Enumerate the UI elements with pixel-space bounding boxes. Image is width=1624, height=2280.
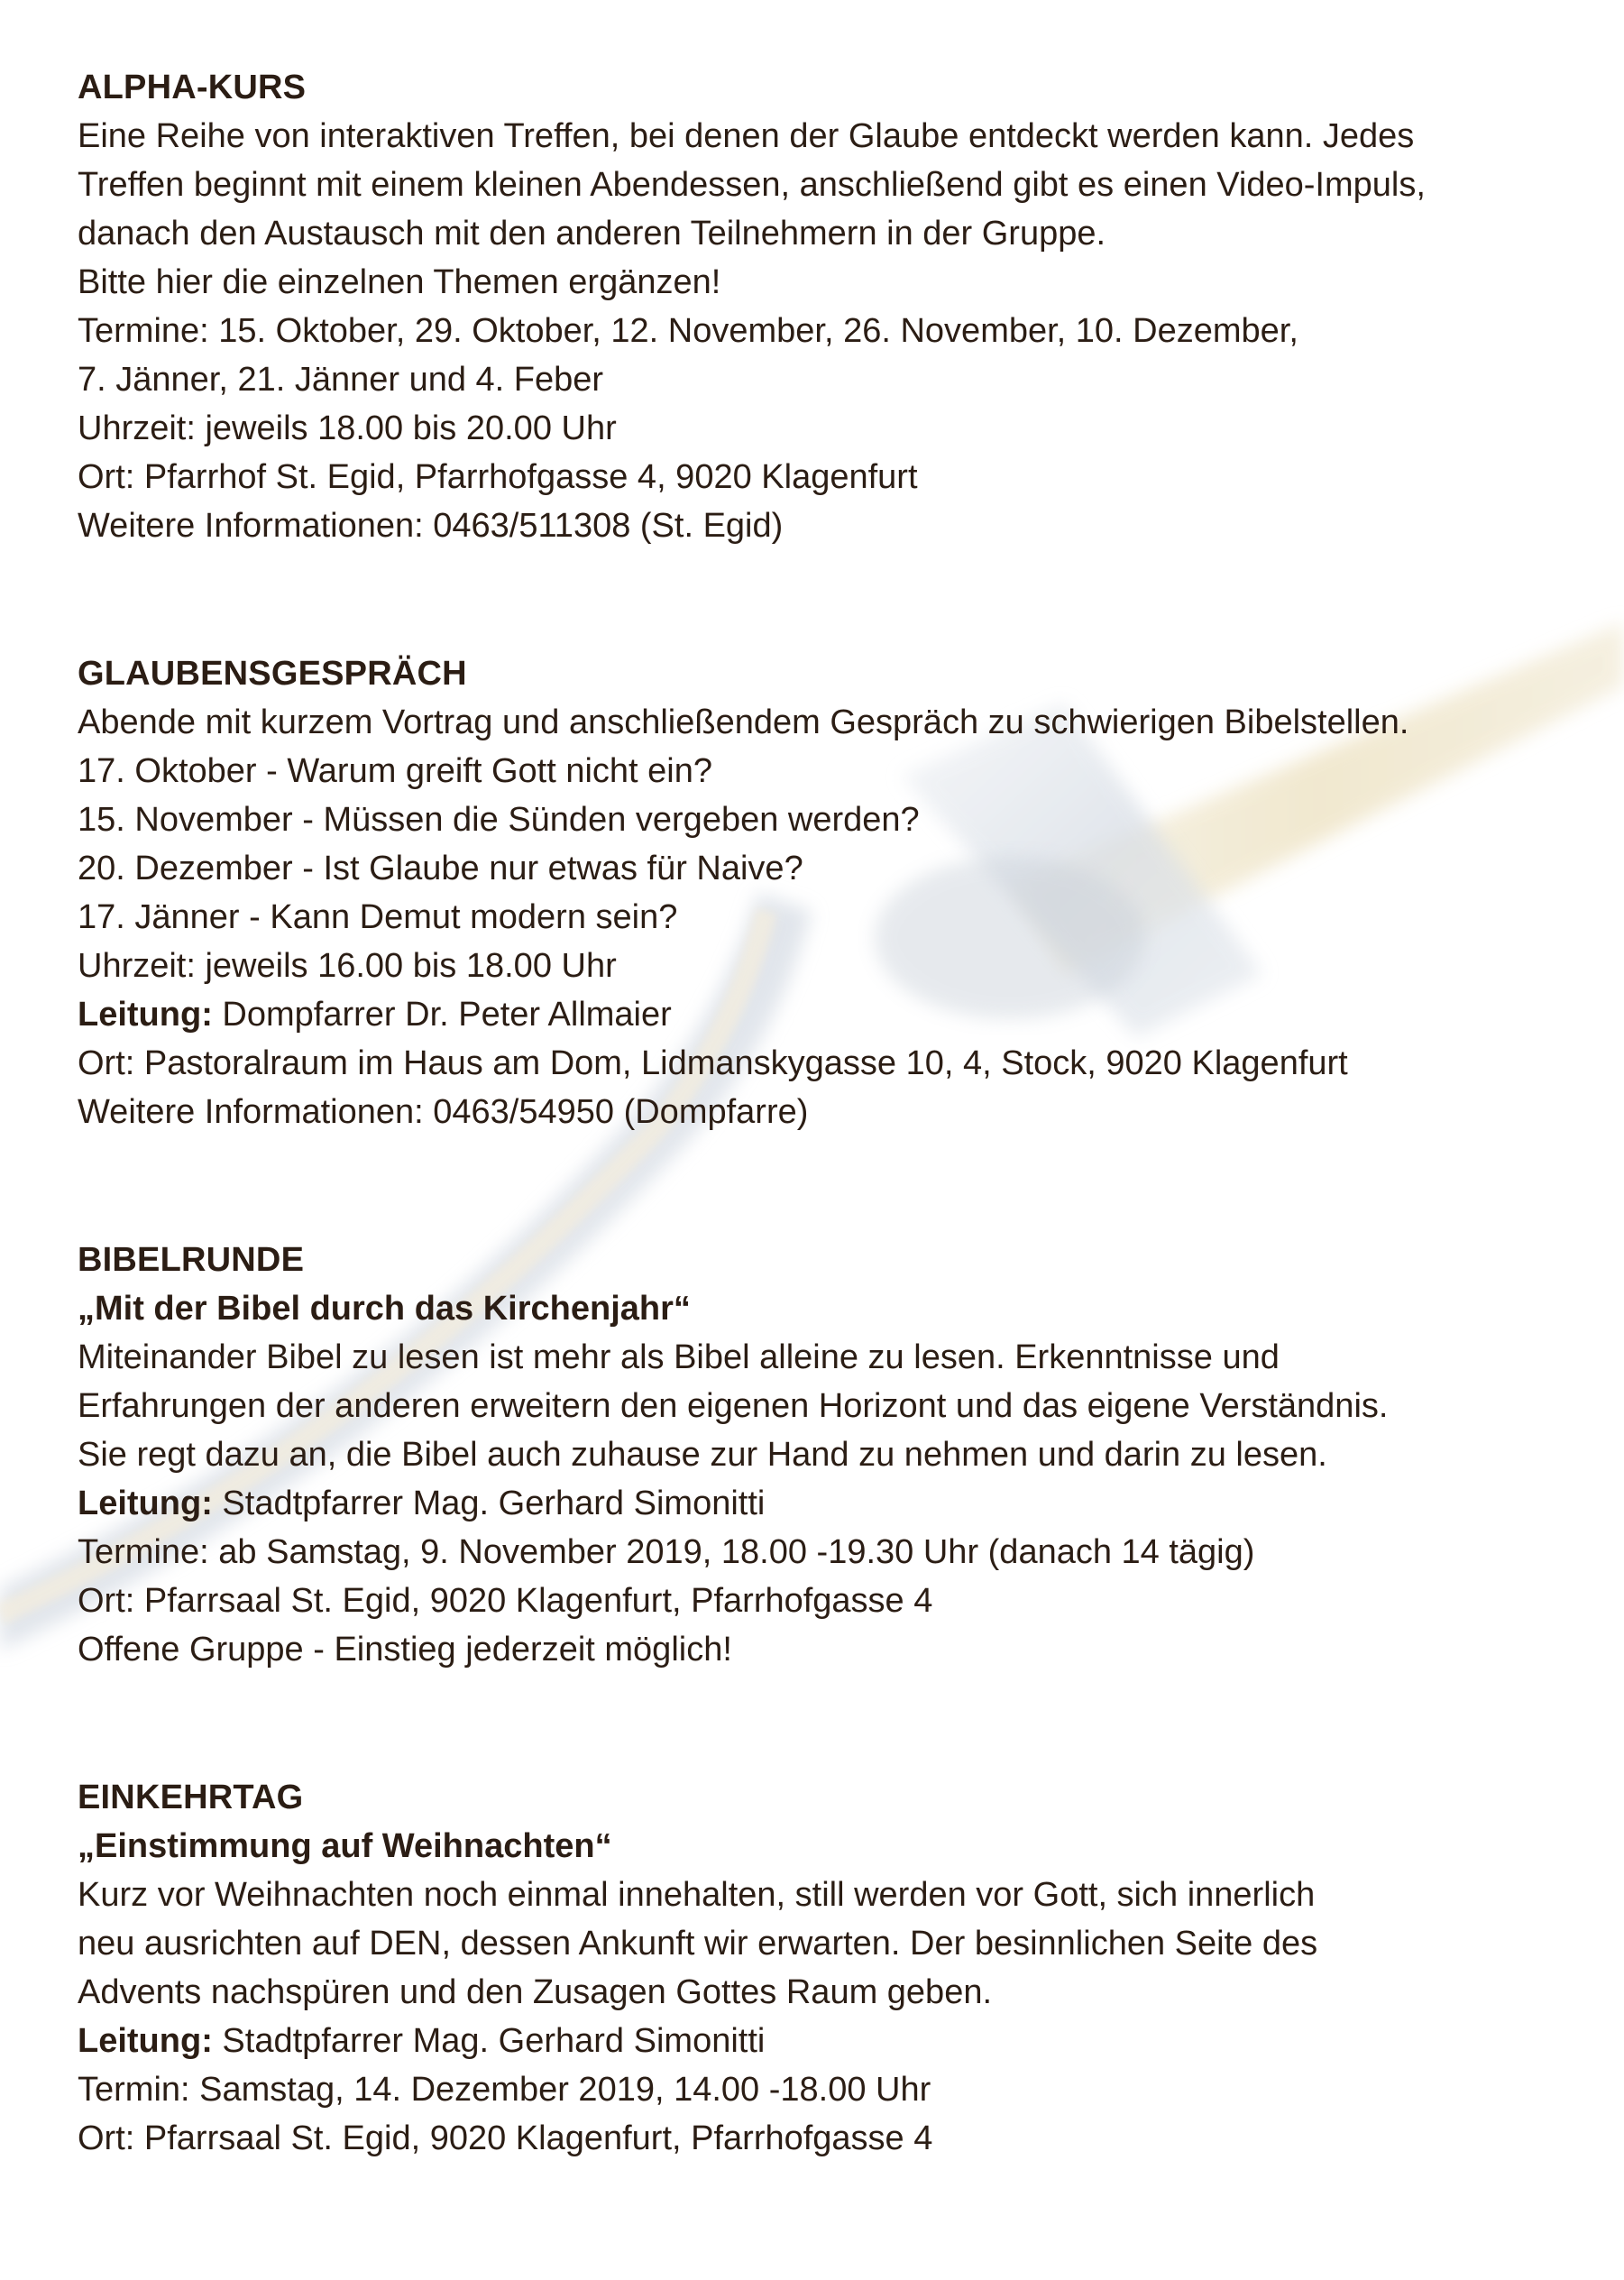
leitung-line: [78, 990, 1574, 1039]
time-line: Uhrzeit: jeweils 18.00 bis 20.00 Uhr: [78, 409, 617, 447]
dates-line: 7. Jänner, 21. Jänner und 4. Feber: [78, 361, 604, 399]
section-glaubensgespraech: [78, 649, 1574, 1136]
text-line: Sie regt dazu an, die Bibel auch zuhause zur Hand zu nehmen und darin zu lesen.: [78, 1436, 1327, 1474]
leitung-label: Leitung:: [78, 1485, 213, 1522]
dates-line: Termine: ab Samstag, 9. November 2019, 18.00 -19.30 Uhr (danach 14 tägig): [78, 1533, 1255, 1571]
leitung-value: Stadtpfarrer Mag. Gerhard Simonitti: [212, 1485, 766, 1522]
location-line: Ort: Pastoralraum im Haus am Dom, Lidmanskygasse 10, 4, Stock, 9020 Klagenfurt: [78, 1044, 1348, 1082]
location-line: Ort: Pfarrsaal St. Egid, 9020 Klagenfurt, Pfarrhofgasse 4: [78, 2119, 933, 2157]
leitung-line: [78, 2017, 1574, 2065]
dates-line: Termine: 15. Oktober, 29. Oktober, 12. November, 26. November, 10. Dezember,: [78, 312, 1298, 350]
leitung-label: Leitung:: [78, 996, 213, 1034]
leitung-line: [78, 1479, 1574, 1528]
text-line: Kurz vor Weihnachten noch einmal innehalten, still werden vor Gott, sich innerlich: [78, 1876, 1316, 1914]
section-heading: BIBELRUNDE: [78, 1241, 305, 1279]
text-line: Miteinander Bibel zu lesen ist mehr als Bibel alleine zu lesen. Erkenntnisse und: [78, 1338, 1280, 1376]
section-alpha-kurs: [78, 63, 1574, 550]
section-subtitle: „Mit der Bibel durch das Kirchenjahr“: [78, 1290, 691, 1328]
leitung-value: Stadtpfarrer Mag. Gerhard Simonitti: [212, 2022, 766, 2060]
leitung-value: Dompfarrer Dr. Peter Allmaier: [212, 996, 672, 1034]
section-subtitle: „Einstimmung auf Weihnachten“: [78, 1827, 612, 1865]
dates-line: Termin: Samstag, 14. Dezember 2019, 14.00 -18.00 Uhr: [78, 2071, 931, 2109]
topic-line: 15. November - Müssen die Sünden vergeben werden?: [78, 801, 920, 839]
text-line: Abende mit kurzem Vortrag und anschließendem Gespräch zu schwierigen Bibelstellen.: [78, 703, 1409, 741]
section-heading: GLAUBENSGESPRÄCH: [78, 655, 467, 693]
time-line: Uhrzeit: jeweils 16.00 bis 18.00 Uhr: [78, 947, 617, 985]
topic-line: 17. Oktober - Warum greift Gott nicht ein?: [78, 752, 712, 790]
text-line: Bitte hier die einzelnen Themen ergänzen!: [78, 263, 721, 301]
text-line: Advents nachspüren und den Zusagen Gottes Raum geben.: [78, 1973, 993, 2011]
text-line: Erfahrungen der anderen erweitern den eigenen Horizont und das eigene Verständnis.: [78, 1387, 1389, 1425]
topic-line: 17. Jänner - Kann Demut modern sein?: [78, 898, 678, 936]
text-line: Treffen beginnt mit einem kleinen Abendessen, anschließend gibt es einen Video-Impuls,: [78, 166, 1426, 204]
text-line: Offene Gruppe - Einstieg jederzeit möglich!: [78, 1631, 732, 1669]
topic-line: 20. Dezember - Ist Glaube nur etwas für Naive?: [78, 850, 803, 887]
contact-line: Weitere Informationen: 0463/511308 (St. Egid): [78, 507, 784, 545]
text-line: neu ausrichten auf DEN, dessen Ankunft wir erwarten. Der besinnlichen Seite des: [78, 1925, 1318, 1963]
section-einkehrtag: [78, 1773, 1574, 2163]
text-line: Eine Reihe von interaktiven Treffen, bei denen der Glaube entdeckt werden kann. Jedes: [78, 117, 1415, 155]
contact-line: Weitere Informationen: 0463/54950 (Dompfarre): [78, 1093, 809, 1131]
section-heading: ALPHA-KURS: [78, 69, 307, 106]
section-bibelrunde: [78, 1236, 1574, 1674]
page-content: [78, 63, 1574, 2163]
location-line: Ort: Pfarrhof St. Egid, Pfarrhofgasse 4, 9020 Klagenfurt: [78, 458, 918, 496]
section-heading: EINKEHRTAG: [78, 1779, 304, 1816]
text-line: danach den Austausch mit den anderen Teilnehmern in der Gruppe.: [78, 215, 1106, 253]
location-line: Ort: Pfarrsaal St. Egid, 9020 Klagenfurt, Pfarrhofgasse 4: [78, 1582, 933, 1620]
leitung-label: Leitung:: [78, 2022, 213, 2060]
